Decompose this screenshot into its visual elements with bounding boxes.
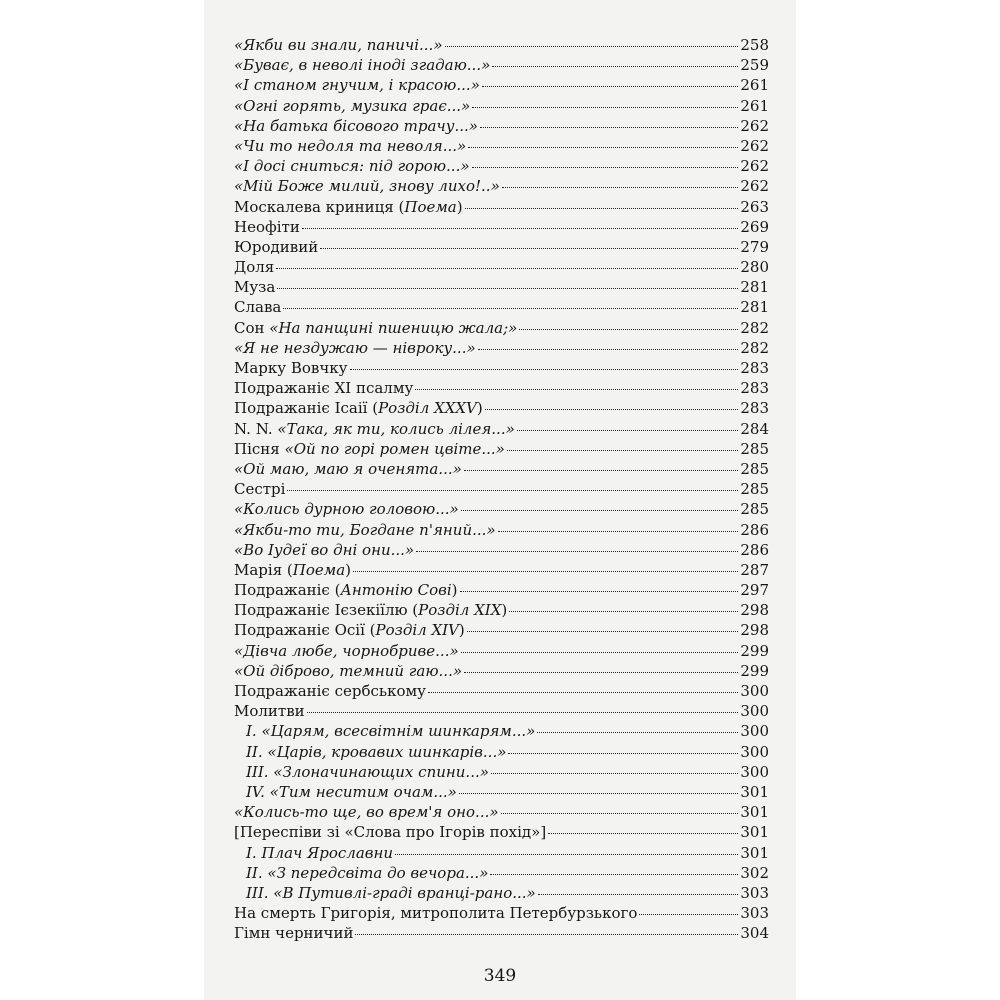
- dot-leader: [480, 127, 738, 128]
- dot-leader: [517, 430, 739, 431]
- toc-entry-page: 262: [740, 157, 769, 176]
- toc-entry: [234, 721, 769, 741]
- toc-entry-title: [234, 217, 300, 237]
- toc-entry-page: 282: [740, 318, 769, 337]
- dot-leader: [277, 288, 738, 289]
- toc-entry-title: [234, 75, 480, 95]
- toc-title-fragment: «Колись дурною головою...»: [234, 500, 459, 519]
- dot-leader: [287, 490, 738, 491]
- dot-leader: [519, 329, 738, 330]
- toc-entry-page: 283: [740, 379, 769, 398]
- toc-entry-page: 282: [740, 338, 769, 357]
- dot-leader: [302, 228, 739, 229]
- toc-entry: [234, 641, 769, 661]
- toc-title-fragment: ): [476, 399, 483, 418]
- dot-leader: [283, 308, 738, 309]
- toc-entry-title: [234, 560, 351, 580]
- toc-title-fragment: Подражаніє Осії (: [234, 621, 376, 640]
- toc-entry-page: 258: [740, 36, 769, 54]
- toc-entry-title: [234, 419, 515, 439]
- toc-title-fragment: I. Плач Ярославни: [246, 843, 394, 862]
- dot-leader: [445, 46, 739, 47]
- toc-entry: [234, 843, 769, 863]
- dot-leader: [468, 147, 738, 148]
- dot-leader: [537, 732, 738, 733]
- toc-title-fragment: «Чи то недоля та неволя...»: [234, 136, 467, 155]
- toc-entry-page: 269: [740, 217, 769, 236]
- toc-entry: [234, 620, 769, 640]
- dot-leader: [498, 531, 739, 532]
- dot-leader: [460, 591, 739, 592]
- toc-title-fragment: «Якби-то ти, Богдане п'яний...»: [234, 520, 496, 539]
- toc-title-fragment: Слава: [234, 298, 282, 317]
- toc-title-fragment: На смерть Григорія, митрополита Петербурзького: [234, 904, 638, 923]
- dot-leader: [482, 86, 738, 87]
- toc-title-fragment: Поема: [404, 197, 457, 216]
- toc-entry: [234, 822, 769, 842]
- toc-entry: [234, 55, 769, 75]
- dot-leader: [501, 813, 739, 814]
- toc-entry: [234, 661, 769, 681]
- toc-title-fragment: Гімн черничий: [234, 924, 354, 943]
- toc-title-fragment: Антонію Сові: [340, 581, 452, 600]
- toc-entry-title: [234, 176, 500, 196]
- toc-entry: [234, 742, 769, 762]
- toc-title-fragment: Марку Вовчку: [234, 359, 348, 377]
- dot-leader: [307, 712, 739, 713]
- toc-entry-page: 279: [740, 237, 769, 256]
- toc-entry: [234, 540, 769, 560]
- toc-entry: [234, 136, 769, 156]
- toc-entry: [234, 923, 769, 943]
- toc-title-fragment: «Ой маю, маю я оченята...»: [234, 459, 462, 478]
- toc-entry-page: 298: [740, 601, 769, 620]
- toc-entry-page: 301: [740, 803, 769, 822]
- toc-title-fragment: I. «Царям, всесвітнім шинкарям...»: [246, 722, 536, 741]
- dot-leader: [428, 692, 738, 693]
- toc-title-fragment: Розділ XIV: [375, 621, 459, 640]
- toc-entry-title: [234, 701, 305, 721]
- toc-title-fragment: ): [501, 601, 508, 620]
- dot-leader: [485, 409, 739, 410]
- toc-entry-page: 280: [740, 258, 769, 277]
- toc-entry-page: 297: [740, 581, 769, 600]
- dot-leader: [490, 874, 738, 875]
- toc-entry-page: 281: [740, 278, 769, 297]
- toc-title-fragment: Подражаніє XI псалму: [234, 379, 414, 398]
- toc-entry-page: 261: [740, 76, 769, 95]
- toc-entry-page: 286: [740, 520, 769, 539]
- table-of-contents: [234, 35, 769, 943]
- toc-entry: [234, 802, 769, 822]
- toc-entry-title: [234, 802, 499, 822]
- toc-entry: [234, 479, 769, 499]
- toc-entry-title: [234, 136, 466, 156]
- toc-entry-title: [234, 297, 281, 317]
- dot-leader: [507, 450, 739, 451]
- toc-entry-title: [234, 277, 275, 297]
- dot-leader: [639, 914, 738, 915]
- toc-entry: [234, 782, 769, 802]
- toc-entry-page: 283: [740, 399, 769, 418]
- toc-title-fragment: ): [451, 581, 458, 600]
- book-page: [204, 0, 796, 1000]
- toc-entry: [234, 701, 769, 721]
- dot-leader: [459, 793, 739, 794]
- toc-title-fragment: Пісня: [234, 439, 285, 458]
- toc-entry: [234, 338, 769, 358]
- toc-entry-page: 283: [740, 359, 769, 377]
- dot-leader: [465, 208, 739, 209]
- toc-entry-title: [234, 237, 318, 257]
- toc-title-fragment: Молитви: [234, 702, 305, 721]
- toc-entry-title: [246, 883, 536, 903]
- toc-entry-title: [234, 661, 462, 681]
- dot-leader: [538, 894, 739, 895]
- dot-leader: [472, 107, 738, 108]
- toc-entry-title: [234, 822, 546, 842]
- toc-entry-title: [246, 863, 488, 883]
- toc-entry: [234, 499, 769, 519]
- toc-entry: [234, 297, 769, 317]
- toc-entry: [234, 116, 769, 136]
- toc-entry-title: [234, 257, 274, 277]
- toc-entry-page: 301: [740, 823, 769, 842]
- toc-entry-page: 281: [740, 298, 769, 317]
- toc-title-fragment: IV. «Тим неситим очам...»: [246, 782, 457, 801]
- toc-entry-page: 299: [740, 661, 769, 680]
- toc-title-fragment: [Переспіви зі «Слова про Ігорів похід»]: [234, 823, 547, 842]
- dot-leader: [415, 389, 738, 390]
- toc-entry-title: [234, 378, 413, 398]
- toc-title-fragment: «Якби ви знали, паничі...»: [234, 36, 443, 54]
- toc-entry-page: 285: [740, 439, 769, 458]
- toc-entry-page: 300: [740, 762, 769, 781]
- dot-leader: [472, 167, 739, 168]
- dot-leader: [464, 672, 738, 673]
- toc-entry: [234, 176, 769, 196]
- toc-entry-title: [234, 520, 496, 540]
- toc-entry-title: [246, 782, 457, 802]
- toc-entry: [234, 197, 769, 217]
- toc-entry: [234, 237, 769, 257]
- toc-title-fragment: Розділ XIX: [418, 601, 502, 620]
- toc-entry-page: 285: [740, 500, 769, 519]
- toc-title-fragment: Юродивий: [234, 237, 319, 256]
- toc-entry-title: [234, 197, 463, 217]
- toc-entry-page: 287: [740, 560, 769, 579]
- toc-entry-page: 301: [740, 782, 769, 801]
- toc-title-fragment: «На батька бісового трачу...»: [234, 116, 478, 135]
- toc-entry-page: 300: [740, 702, 769, 721]
- toc-entry-title: [246, 742, 506, 762]
- toc-entry: [234, 277, 769, 297]
- toc-title-fragment: «І досі сниться: під горою...»: [234, 157, 470, 176]
- toc-title-fragment: «І станом гнучим, і красою...»: [234, 76, 480, 95]
- toc-title-fragment: Москалева криниця (: [234, 197, 405, 216]
- dot-leader: [502, 187, 739, 188]
- toc-entry-page: 303: [740, 904, 769, 923]
- toc-entry: [234, 96, 769, 116]
- toc-entry-title: [234, 499, 459, 519]
- toc-entry: [234, 580, 769, 600]
- toc-entry-page: 301: [740, 843, 769, 862]
- toc-title-fragment: «Дівча любе, чорнобриве...»: [234, 641, 459, 660]
- dot-leader: [350, 369, 739, 370]
- toc-title-fragment: Подражаніє сербському: [234, 682, 426, 700]
- toc-title-fragment: III. «Злоначинающих спини...»: [246, 762, 489, 781]
- toc-title-fragment: «Огні горять, музика грає...»: [234, 96, 471, 115]
- toc-title-fragment: Марія (: [234, 560, 293, 579]
- toc-entry: [234, 903, 769, 923]
- toc-entry: [234, 600, 769, 620]
- toc-entry: [234, 75, 769, 95]
- dot-leader: [461, 510, 739, 511]
- dot-leader: [353, 571, 738, 572]
- dot-leader: [478, 349, 739, 350]
- toc-entry-title: [234, 398, 483, 418]
- toc-entry-title: [234, 903, 637, 923]
- toc-entry-page: 300: [740, 742, 769, 761]
- toc-entry-title: [234, 600, 507, 620]
- dot-leader: [355, 934, 738, 935]
- toc-entry: [234, 762, 769, 782]
- toc-entry-page: 298: [740, 621, 769, 640]
- toc-entry: [234, 257, 769, 277]
- toc-entry: [234, 318, 769, 338]
- toc-title-fragment: ): [345, 560, 352, 579]
- toc-entry-page: 262: [740, 177, 769, 196]
- toc-entry-title: [234, 923, 353, 943]
- dot-leader: [492, 66, 738, 67]
- toc-entry: [234, 358, 769, 378]
- toc-entry-page: 286: [740, 540, 769, 559]
- toc-entry-page: 299: [740, 641, 769, 660]
- toc-entry-page: 261: [740, 96, 769, 115]
- toc-entry-title: [234, 459, 462, 479]
- toc-title-fragment: «Ой діброво, темний гаю...»: [234, 661, 463, 680]
- toc-entry: [234, 439, 769, 459]
- toc-title-fragment: «Я не нездужаю — нівроку...»: [234, 338, 476, 357]
- toc-entry-title: [234, 116, 478, 136]
- toc-entry-page: 300: [740, 722, 769, 741]
- toc-entry-title: [246, 762, 489, 782]
- toc-title-fragment: Подражаніє Ісаії (: [234, 399, 379, 418]
- toc-entry-title: [234, 540, 414, 560]
- toc-entry: [234, 681, 769, 701]
- toc-title-fragment: «Ой по горі ромен цвіте...»: [284, 439, 505, 458]
- toc-entry: [234, 378, 769, 398]
- dot-leader: [416, 551, 738, 552]
- dot-leader: [509, 611, 738, 612]
- toc-entry: [234, 217, 769, 237]
- toc-entry: [234, 156, 769, 176]
- toc-title-fragment: II. «З передсвіта до вечора...»: [246, 863, 489, 882]
- dot-leader: [461, 652, 739, 653]
- dot-leader: [320, 248, 738, 249]
- toc-title-fragment: Муза: [234, 278, 276, 297]
- toc-title-fragment: «Буває, в неволі іноді згадаю...»: [234, 56, 491, 75]
- toc-title-fragment: ): [458, 621, 465, 640]
- toc-title-fragment: Подражаніє (: [234, 581, 341, 600]
- dot-leader: [276, 268, 738, 269]
- toc-title-fragment: «Така, як ти, колись лілея...»: [277, 419, 515, 438]
- toc-entry-title: [234, 96, 470, 116]
- toc-entry-title: [234, 358, 348, 378]
- dot-leader: [548, 833, 738, 834]
- page-number: 349: [483, 966, 517, 986]
- dot-leader: [467, 631, 739, 632]
- toc-title-fragment: «Во Іудеї во дні они...»: [234, 540, 415, 559]
- toc-entry-title: [234, 641, 459, 661]
- toc-entry: [234, 560, 769, 580]
- toc-entry-title: [234, 580, 458, 600]
- toc-entry: [234, 459, 769, 479]
- toc-title-fragment: II. «Царів, кровавих шинкарів...»: [246, 742, 507, 761]
- toc-title-fragment: Сон: [234, 318, 270, 337]
- dot-leader: [464, 470, 739, 471]
- toc-title-fragment: Сестрі: [234, 480, 286, 499]
- dot-leader: [491, 773, 738, 774]
- toc-entry-title: [234, 156, 470, 176]
- toc-title-fragment: Доля: [234, 258, 275, 277]
- dot-leader: [395, 854, 738, 855]
- toc-entry-title: [234, 439, 505, 459]
- toc-entry: [234, 398, 769, 418]
- toc-entry-title: [234, 55, 490, 75]
- toc-entry: [234, 419, 769, 439]
- toc-entry-page: 263: [740, 197, 769, 216]
- toc-entry-page: 285: [740, 480, 769, 499]
- toc-entry: [234, 883, 769, 903]
- toc-entry-page: 303: [740, 883, 769, 902]
- toc-entry-title: [234, 479, 285, 499]
- toc-title-fragment: «Мій Боже милий, знову лихо!..»: [234, 177, 500, 196]
- toc-entry-page: 259: [740, 56, 769, 75]
- toc-entry-page: 285: [740, 459, 769, 478]
- toc-entry-title: [234, 338, 476, 358]
- toc-title-fragment: III. «В Путивлі-граді вранці-рано...»: [246, 883, 536, 902]
- toc-entry: [234, 35, 769, 55]
- toc-entry-page: 300: [740, 682, 769, 700]
- toc-title-fragment: Подражаніє Ієзекіїлю (: [234, 601, 419, 620]
- toc-entry-title: [246, 721, 535, 741]
- toc-entry-page: 262: [740, 136, 769, 155]
- toc-entry: [234, 520, 769, 540]
- toc-title-fragment: «Колись-то ще, во врем'я оно...»: [234, 803, 499, 822]
- toc-entry-title: [234, 35, 443, 55]
- toc-entry-page: 284: [740, 419, 769, 438]
- toc-entry-title: [246, 843, 393, 863]
- toc-title-fragment: Розділ XXXV: [378, 399, 477, 418]
- toc-title-fragment: ): [456, 197, 463, 216]
- toc-title-fragment: N. N.: [234, 419, 278, 438]
- toc-entry-page: 302: [740, 863, 769, 882]
- toc-title-fragment: «На панщині пшеницю жала;»: [269, 318, 518, 337]
- toc-entry-title: [234, 318, 517, 338]
- toc-entry-page: 262: [740, 116, 769, 135]
- toc-entry-title: [234, 620, 465, 640]
- toc-title-fragment: Неофіти: [234, 217, 300, 236]
- toc-entry-page: 304: [740, 924, 769, 943]
- dot-leader: [508, 753, 738, 754]
- toc-title-fragment: Поема: [292, 560, 346, 579]
- toc-entry-title: [234, 681, 426, 701]
- toc-entry: [234, 863, 769, 883]
